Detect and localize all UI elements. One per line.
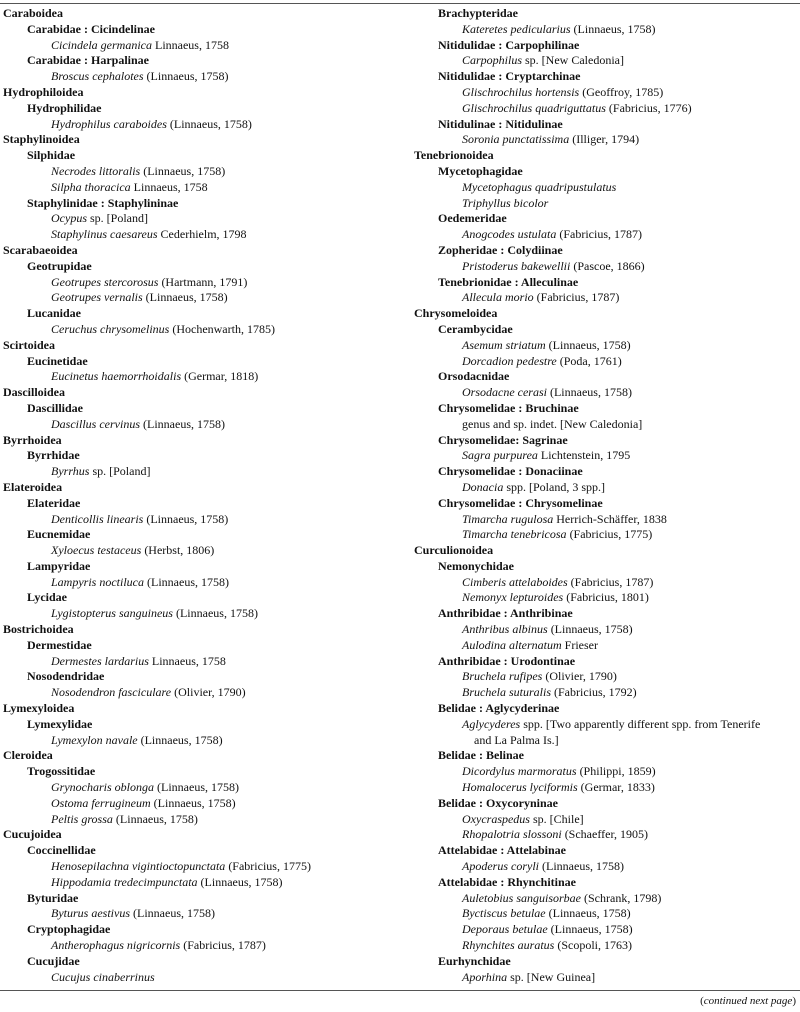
species-name: Carpophilus [462,53,523,68]
species-name: Geotrupes stercorosus [51,274,159,289]
species-entry [414,859,798,875]
species-entry [414,891,798,907]
family-heading: Brachypteridae [438,6,518,20]
family-heading: Chrysomelidae : Chrysomelinae [438,495,603,510]
species-name: Soronia punctatissima [462,132,570,147]
species-entry [414,101,798,117]
species-entry [414,385,798,401]
species-authority: (Linnaeus, 1758) [150,795,236,810]
family-heading: Silphidae [27,148,76,163]
family-heading: Carabidae : Harpalinae [27,53,149,68]
species-name: Donacia [462,479,504,494]
species-authority: (Fabricius, 1787) [180,938,266,953]
species-name: Homalocerus lyciformis [462,780,578,795]
species-authority: (Fabricius, 1775) [225,859,311,874]
species-authority: Lichtenstein, 1795 [537,448,631,463]
family-heading: Lampyridae [27,558,91,573]
species-authority: (Illiger, 1794) [569,132,640,147]
species-name: Ceruchus chrysomelinus [51,321,170,336]
species-name: Anthribus albinus [462,622,548,637]
family-heading: Trogossitidae [27,764,96,779]
superfamily-heading: Byrrhoidea [3,432,62,447]
species-entry [414,812,798,828]
species-name: Antherophagus nigricornis [51,938,181,953]
family-heading: Nemonychidae [438,558,514,573]
species-entry [3,117,398,133]
family-heading: Carabidae : Cicindelinae [27,21,155,36]
family-heading: Zopheridae : Colydiinae [438,242,563,257]
species-name: Byctiscus betulae [462,906,546,921]
species-name: Lygistopterus sanguineus [51,606,173,621]
family-heading: Byrrhidae [27,448,80,463]
species-name: Denticollis linearis [51,511,144,526]
species-entry [3,906,398,922]
species-name: Anogcodes ustulata [462,227,557,242]
species-entry [3,575,398,591]
species-name: Bruchela rufipes [462,669,543,684]
species-authority: (Hochenwarth, 1785) [169,321,275,336]
species-entry [414,227,798,243]
family-heading: Staphylinidae : Staphylininae [27,195,179,210]
species-entry [414,85,798,101]
species-authority: (Linnaeus, 1758) [197,874,283,889]
species-authority: (Linnaeus, 1758) [546,385,632,400]
superfamily-heading: Dascilloidea [3,385,65,400]
family-heading: Oedemeridae [438,211,507,226]
family-heading: Belidae : Belinae [438,748,524,763]
species-name: Nosodendron fasciculare [51,685,172,700]
family-heading: Chrysomelidae: Sagrinae [438,432,568,447]
species-name: Asemum striatum [462,337,546,352]
family-heading: Cerambycidae [438,321,513,336]
species-name: Rhopalotria slossoni [462,827,562,842]
species-name: Aulodina alternatum [462,637,562,652]
species-authority: (Germar, 1833) [577,780,655,795]
species-authority: (Geoffroy, 1785) [579,84,664,99]
superfamily-heading: Curculionoidea [414,543,494,558]
species-authority: genus and sp. indet. [New Caledonia] [462,416,643,431]
species-entry [3,543,398,559]
species-entry [414,922,798,938]
species-authority: (Hartmann, 1791) [158,274,248,289]
species-entry [3,227,398,243]
species-name: Apoderus coryli [462,859,539,874]
species-authority: (Linnaeus, 1758) [545,906,631,921]
species-authority: (Linnaeus, 1758) [142,290,228,305]
species-name: Lampyris noctiluca [51,574,144,589]
species-name: Dorcadion pedestre [462,353,557,368]
species-entry [3,780,398,796]
species-name: Allecula morio [462,290,534,305]
species-authority: (Linnaeus, 1758) [166,116,252,131]
species-name: Henosepilachna vigintioctopunctata [51,859,226,874]
species-entry [414,180,798,196]
species-entry [414,575,798,591]
species-entry [414,259,798,275]
species-name: Rhynchites auratus [462,938,555,953]
family-heading: Anthribidae : Urodontinae [438,653,576,668]
species-entry [414,22,798,38]
family-heading: Lycidae [27,590,68,605]
species-authority: (Linnaeus, 1758) [140,416,225,431]
species-name: Bruchela suturalis [462,685,551,700]
species-entry [3,812,398,828]
species-entry [3,290,398,306]
species-name: Glischrochilus quadriguttatus [462,100,606,115]
superfamily-heading: Caraboidea [3,6,63,20]
species-authority: (Germar, 1818) [181,369,259,384]
continued-text: continued next page [703,995,793,1007]
species-entry [414,512,798,528]
family-heading: Belidae : Oxycoryninae [438,795,558,810]
species-entry [414,717,798,733]
species-authority: (Linnaeus, 1758) [137,732,223,747]
species-authority: sp. [New Guinea] [507,969,596,984]
species-authority: spp. [Two apparently different spp. from Tenerife [520,716,761,731]
species-name: Sagra purpurea [462,448,538,463]
species-entry [3,606,398,622]
family-heading: Eucinetidae [27,353,88,368]
superfamily-heading: Scirtoidea [3,337,55,352]
superfamily-heading: Tenebrionoidea [414,148,494,163]
family-heading: Dermestidae [27,637,92,652]
family-heading: Chrysomelidae : Donaciinae [438,464,583,479]
species-name: Geotrupes vernalis [51,290,143,305]
family-heading: Eurhynchidae [438,953,511,968]
superfamily-heading: Hydrophiloidea [3,84,84,99]
family-heading: Coccinellidae [27,843,96,858]
species-authority: sp. [New Caledonia] [522,53,624,68]
species-entry [414,764,798,780]
species-name: Pristoderus bakewellii [462,258,571,273]
species-name: Cucujus cinaberrinus [51,969,155,984]
family-heading: Attelabidae : Attelabinae [438,843,566,858]
species-entry [414,417,798,433]
species-entry [3,733,398,749]
species-authority: (Fabricius, 1787) [556,227,642,242]
species-entry [414,354,798,370]
species-authority: (Herbst, 1806) [141,543,215,558]
family-heading: Hydrophilidae [27,100,102,115]
species-name: Peltis grossa [51,811,113,826]
species-authority: (Linnaeus, 1758) [570,21,656,36]
species-name: Necrodes littoralis [51,163,141,178]
species-entry [3,464,398,480]
species-name: Grynocharis oblonga [51,780,154,795]
species-authority: (Fabricius, 1776) [605,100,692,115]
species-entry [3,275,398,291]
superfamily-heading: Lymexyloidea [3,701,75,716]
superfamily-heading: Chrysomeloidea [414,306,498,321]
species-name: Orsodacne cerasi [462,385,547,400]
species-authority: Linnaeus, 1758 [130,179,208,194]
species-entry [3,970,398,986]
species-entry [414,780,798,796]
species-entry [3,938,398,954]
species-name: Byturus aestivus [51,906,130,921]
species-entry [414,590,798,606]
species-authority: (Fabricius, 1801) [563,590,649,605]
species-name: Hippodamia tredecimpunctata [51,874,198,889]
species-name: Dicordylus marmoratus [462,764,577,779]
family-heading: Cucujidae [27,953,80,968]
species-name: Ostoma ferrugineum [51,795,151,810]
species-entry [3,859,398,875]
species-authority: Linnaeus, 1758 [148,653,226,668]
species-authority: (Linnaeus, 1758) [154,780,239,795]
species-entry [414,906,798,922]
species-name: Staphylinus caesareus [51,227,158,242]
species-name: Dascillus cervinus [51,416,140,431]
family-heading: Orsodacnidae [438,369,510,384]
species-authority: (Schrank, 1798) [581,890,662,905]
species-authority: (Olivier, 1790) [171,685,246,700]
species-authority: sp. [Poland] [87,211,148,226]
species-authority: (Linnaeus, 1758) [547,922,633,937]
species-authority: Cederhielm, 1798 [157,227,247,242]
species-authority: (Poda, 1761) [556,353,622,368]
species-authority: (Linnaeus, 1758) [545,337,631,352]
species-entry [414,290,798,306]
species-authority: (Linnaeus, 1758) [143,69,229,84]
superfamily-heading: Bostrichoidea [3,622,74,637]
species-name: Ocypus [51,211,87,226]
species-entry [3,369,398,385]
species-authority: (Linnaeus, 1758) [143,511,229,526]
species-entry [3,211,398,227]
species-name: Byrrhus [51,464,90,479]
family-heading: Belidae : Aglycyderinae [438,701,560,716]
species-entry [3,417,398,433]
species-name: Silpha thoracica [51,179,131,194]
species-authority: (Linnaeus, 1758) [140,163,226,178]
species-entry [414,622,798,638]
species-authority: (Linnaeus, 1758) [172,606,258,621]
species-name: Aporhina [462,969,508,984]
species-authority: (Fabricius, 1792) [551,685,637,700]
species-authority: (Scopoli, 1763) [554,938,632,953]
species-authority: (Fabricius, 1775) [566,527,653,542]
species-entry [414,827,798,843]
species-authority: and La Palma Is.] [474,732,559,747]
species-entry [414,638,798,654]
superfamily-heading: Cleroidea [3,748,53,763]
family-heading: Tenebrionidae : Alleculinae [438,274,579,289]
species-authority: (Linnaeus, 1758) [547,622,633,637]
species-entry [3,38,398,54]
family-heading: Lucanidae [27,306,82,321]
species-name: Dermestes lardarius [51,653,149,668]
family-heading: Nosodendridae [27,669,105,684]
family-heading: Chrysomelidae : Bruchinae [438,400,579,415]
species-authority: Frieser [561,637,598,652]
species-entry [414,938,798,954]
species-entry [3,875,398,891]
species-name: Glischrochilus hortensis [462,84,580,99]
species-name: Hydrophilus caraboides [51,116,167,131]
species-authority: (Schaeffer, 1905) [561,827,648,842]
species-entry [414,132,798,148]
superfamily-heading: Elateroidea [3,479,63,494]
species-entry [3,164,398,180]
species-authority: (Philippi, 1859) [576,764,656,779]
species-name: Lymexylon navale [51,732,138,747]
species-name: Oxycraspedus [462,811,530,826]
family-heading: Nitidulidae : Carpophilinae [438,37,580,52]
species-name: Mycetophagus quadripustulatus [462,179,617,194]
species-authority: spp. [Poland, 3 spp.] [503,479,605,494]
species-name: Auletobius sanguisorbae [462,890,581,905]
species-authority: Linnaeus, 1758 [151,37,229,52]
species-name: Nemonyx lepturoides [462,590,564,605]
species-entry [414,480,798,496]
species-entry [3,796,398,812]
species-authority: (Linnaeus, 1758) [539,859,624,874]
species-name: Cimberis attelaboides [462,574,568,589]
species-entry [3,512,398,528]
species-entry [414,669,798,685]
superfamily-heading: Cucujoidea [3,827,62,842]
family-heading: Mycetophagidae [438,163,523,178]
species-authority: sp. [Poland] [89,464,151,479]
species-entry [414,448,798,464]
species-authority: (Linnaeus, 1758) [112,811,198,826]
species-name: Triphyllus bicolor [462,195,549,210]
family-heading: Geotrupidae [27,258,92,273]
species-entry [414,53,798,69]
species-authority: sp. [Chile] [529,811,584,826]
species-entry [3,180,398,196]
species-name: Timarcha rugulosa [462,511,554,526]
species-entry [414,685,798,701]
family-heading: Elateridae [27,495,81,510]
species-authority: (Pascoe, 1866) [570,258,645,273]
species-name: Kateretes pedicularius [462,21,571,36]
family-heading: Nitidulidae : Cryptarchinae [438,69,581,84]
species-entry [414,527,798,543]
species-entry-continued [414,733,798,749]
species-authority: (Fabricius, 1787) [567,574,654,589]
family-heading: Dascillidae [27,400,83,415]
continued-note: (continued next page) [700,995,796,1007]
species-name: Xyloecus testaceus [51,543,142,558]
species-authority: Herrich-Schäffer, 1838 [553,511,667,526]
species-authority: (Fabricius, 1787) [533,290,620,305]
species-authority: (Olivier, 1790) [542,669,617,684]
species-name: Timarcha tenebricosa [462,527,567,542]
species-entry [3,685,398,701]
table-bottom-rule [0,990,800,991]
species-entry [3,654,398,670]
species-entry [414,338,798,354]
family-heading: Anthribidae : Anthribinae [438,606,573,621]
species-entry [414,970,798,986]
species-name: Aglycyderes [462,716,521,731]
family-heading: Cryptophagidae [27,922,111,937]
species-name: Eucinetus haemorrhoidalis [51,369,182,384]
species-authority: (Linnaeus, 1758) [144,574,229,589]
family-heading: Lymexylidae [27,716,93,731]
taxa-column-left [3,6,398,985]
species-name: Cicindela germanica [51,37,152,52]
table-top-rule [0,3,800,4]
family-heading: Eucnemidae [27,527,91,542]
species-name: Broscus cephalotes [51,69,144,84]
taxa-column-right [414,6,798,985]
family-heading: Nitidulinae : Nitidulinae [438,116,563,131]
species-name: Deporaus betulae [462,922,548,937]
species-entry [3,322,398,338]
species-entry [414,196,798,212]
species-entry [3,69,398,85]
family-heading: Byturidae [27,890,79,905]
superfamily-heading: Scarabaeoidea [3,242,78,257]
superfamily-heading: Staphylinoidea [3,132,80,147]
species-authority: (Linnaeus, 1758) [130,906,215,921]
family-heading: Attelabidae : Rhynchitinae [438,874,576,889]
